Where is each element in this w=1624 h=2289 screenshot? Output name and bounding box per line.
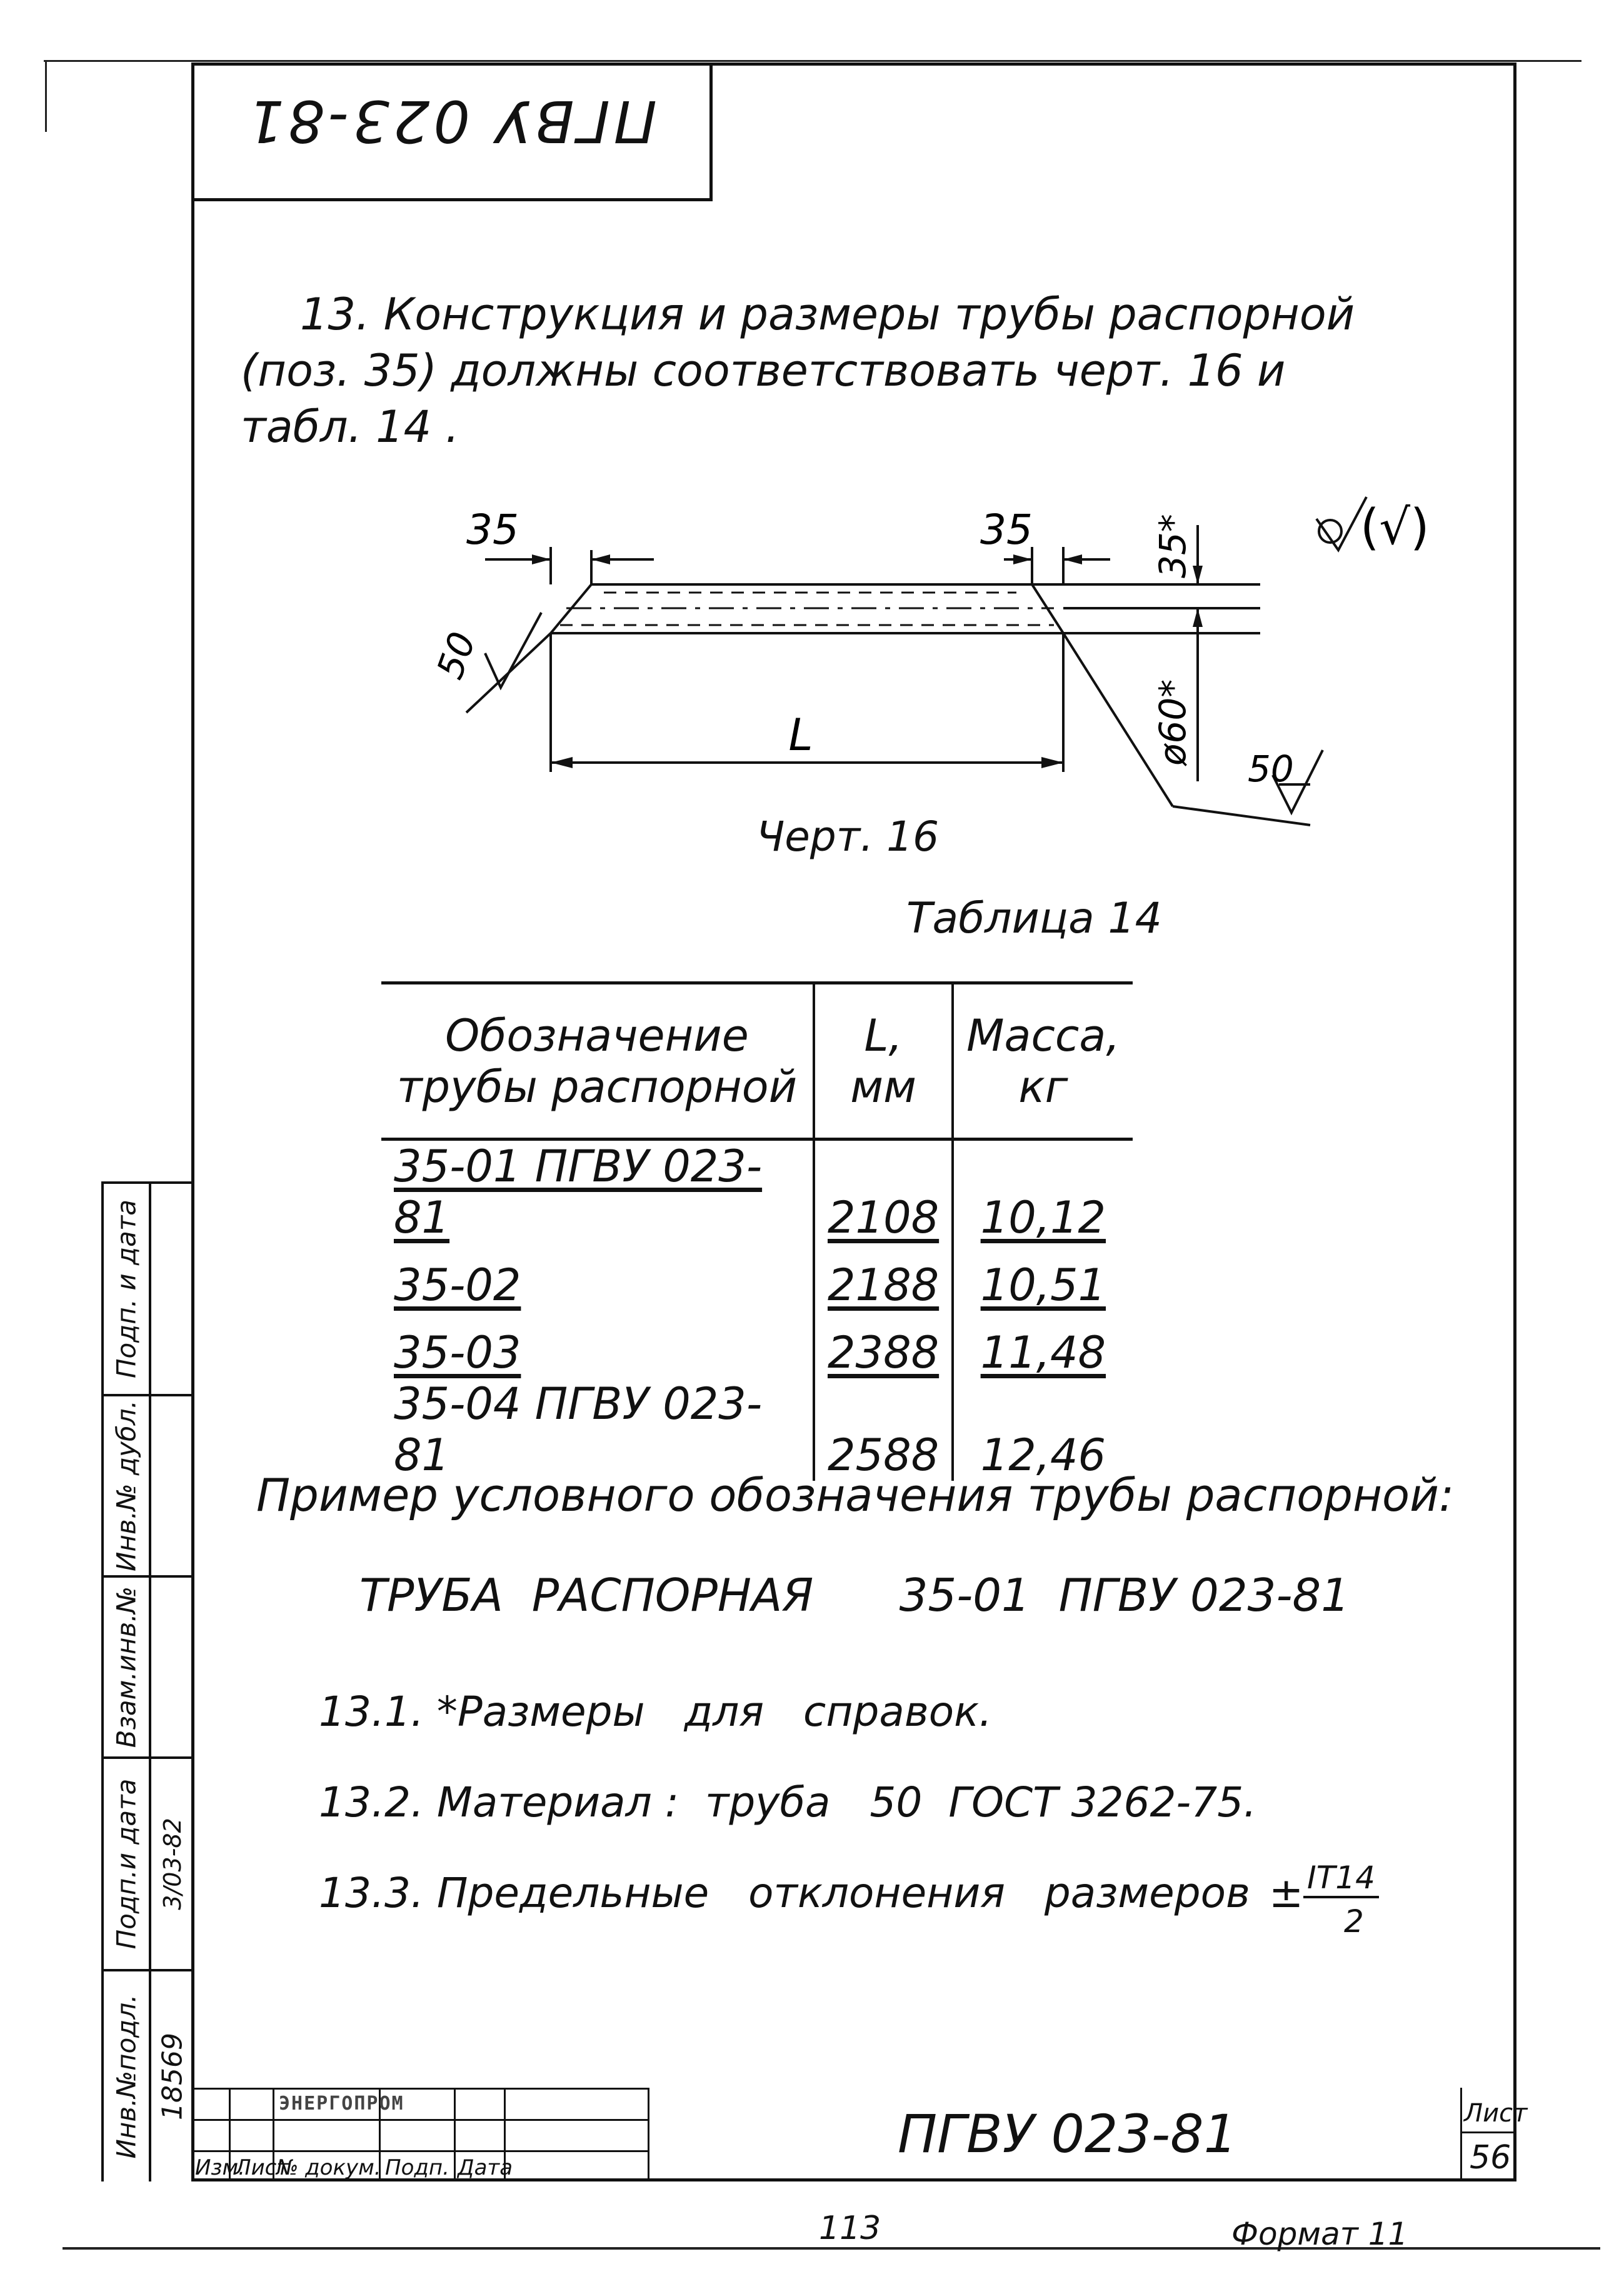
title-col-izm: Изм. <box>195 2155 245 2180</box>
pipe-drawing <box>191 488 1516 938</box>
side-cell <box>104 1396 149 1578</box>
table-row <box>381 1378 1133 1481</box>
header-doc-code: ПГВУ 023-81 <box>244 88 657 154</box>
note-13-2: 13.2. Материал : труба 50 ГОСТ 3262-75. <box>319 1778 1257 1826</box>
clause-13-line-2: (поз. 35) должны соответствовать черт. 16 и <box>241 345 1286 396</box>
side-label-vzam-inv: Взам.инв.№ <box>111 1586 142 1748</box>
row-designation: 35-03 <box>394 1327 521 1378</box>
footer-format: Формат 11 <box>1231 2216 1408 2252</box>
side-cell <box>104 1184 149 1396</box>
row-designation: 35-01 ПГВУ 023-81 <box>394 1141 763 1243</box>
title-col-doc: № докум. <box>276 2155 381 2180</box>
figure-caption: Черт. 16 <box>756 813 940 861</box>
title-col-data: Дата <box>458 2155 513 2180</box>
side-stamp <box>101 1181 191 2181</box>
top-trim-line <box>44 60 1581 62</box>
side-label-inv-podl: Инв.№подл. <box>111 1994 142 2159</box>
clause-13-line-1: 13. Конструкция и размеры трубы распорной <box>300 289 1355 340</box>
dim-diameter: ø60* <box>1151 679 1194 766</box>
row-mass: 10,51 <box>980 1260 1106 1311</box>
header-length: L, мм <box>814 983 953 1139</box>
row-length: 2588 <box>814 1378 953 1481</box>
example-label: Пример условного обозначения трубы распорной: <box>256 1469 1455 1521</box>
roughness-general-note: (√) <box>1360 499 1430 556</box>
table-header-row <box>381 983 1133 1139</box>
dim-L-label: L <box>788 709 813 761</box>
title-sheet-label: Лист <box>1464 2099 1528 2128</box>
row-designation: 35-02 <box>394 1260 521 1311</box>
title-doc-code: ПГВУ 023-81 <box>898 2103 1238 2165</box>
roughness-left-value: 50 <box>428 626 484 684</box>
row-mass: 10,12 <box>980 1192 1106 1243</box>
row-mass: 12,46 <box>980 1430 1106 1481</box>
title-block <box>191 2088 1528 2181</box>
row-designation: 35-04 ПГВУ 023-81 <box>394 1378 763 1481</box>
left-trim-mark <box>45 60 47 132</box>
side-cell <box>104 1971 149 2181</box>
header-designation: Обозначение трубы распорной <box>381 983 814 1139</box>
title-sheet-number: 56 <box>1470 2139 1511 2176</box>
side-label-inv-dubl: Инв.№ дубл. <box>111 1400 142 1572</box>
dim-left-35: 35 <box>466 506 519 554</box>
table-row <box>381 1139 1133 1244</box>
note-13-3-numerator: IT14 <box>1303 1860 1379 1898</box>
side-inv-value: 18569 <box>156 2033 189 2120</box>
table-row <box>381 1243 1133 1311</box>
note-13-3: 13.3. Предельные отклонения размеров <box>319 1869 1250 1917</box>
side-label-podp-data-2: Подп. и дата <box>111 1199 142 1379</box>
table-row <box>381 1311 1133 1378</box>
dim-right-35: 35 <box>980 506 1033 554</box>
row-length: 2108 <box>814 1139 953 1244</box>
table-title: Таблица 14 <box>906 894 1162 943</box>
header-code-box <box>191 63 713 201</box>
side-sign-value: 3/03-82 <box>159 1818 186 1910</box>
row-length: 2188 <box>814 1243 953 1311</box>
title-col-podp: Подп. <box>385 2155 449 2180</box>
note-13-3-denominator: 2 <box>1344 1903 1364 1940</box>
roughness-right-value: 50 <box>1248 748 1294 790</box>
header-mass: Масса, кг <box>953 983 1132 1139</box>
footer-page-number: 113 <box>819 2210 881 2247</box>
note-13-3-plus-minus: ± <box>1269 1869 1304 1917</box>
side-cell <box>104 1759 149 1971</box>
example-value: ТРУБА РАСПОРНАЯ 35-01 ПГВУ 023-81 <box>359 1569 1350 1621</box>
dim-vert-35: 35* <box>1151 514 1194 578</box>
title-col-list: Лист <box>235 2155 289 2180</box>
pipe-table <box>381 981 1133 1481</box>
side-cell <box>104 1578 149 1759</box>
note-13-1: 13.1. *Размеры для справок. <box>319 1688 992 1736</box>
row-length: 2388 <box>814 1311 953 1378</box>
row-mass: 11,48 <box>980 1327 1106 1378</box>
title-stamp-text: ЭНЕРГОПРОМ <box>279 2093 404 2115</box>
side-label-podp-data-1: Подп.и дата <box>111 1778 142 1950</box>
clause-13-line-3: табл. 14 . <box>241 401 459 453</box>
